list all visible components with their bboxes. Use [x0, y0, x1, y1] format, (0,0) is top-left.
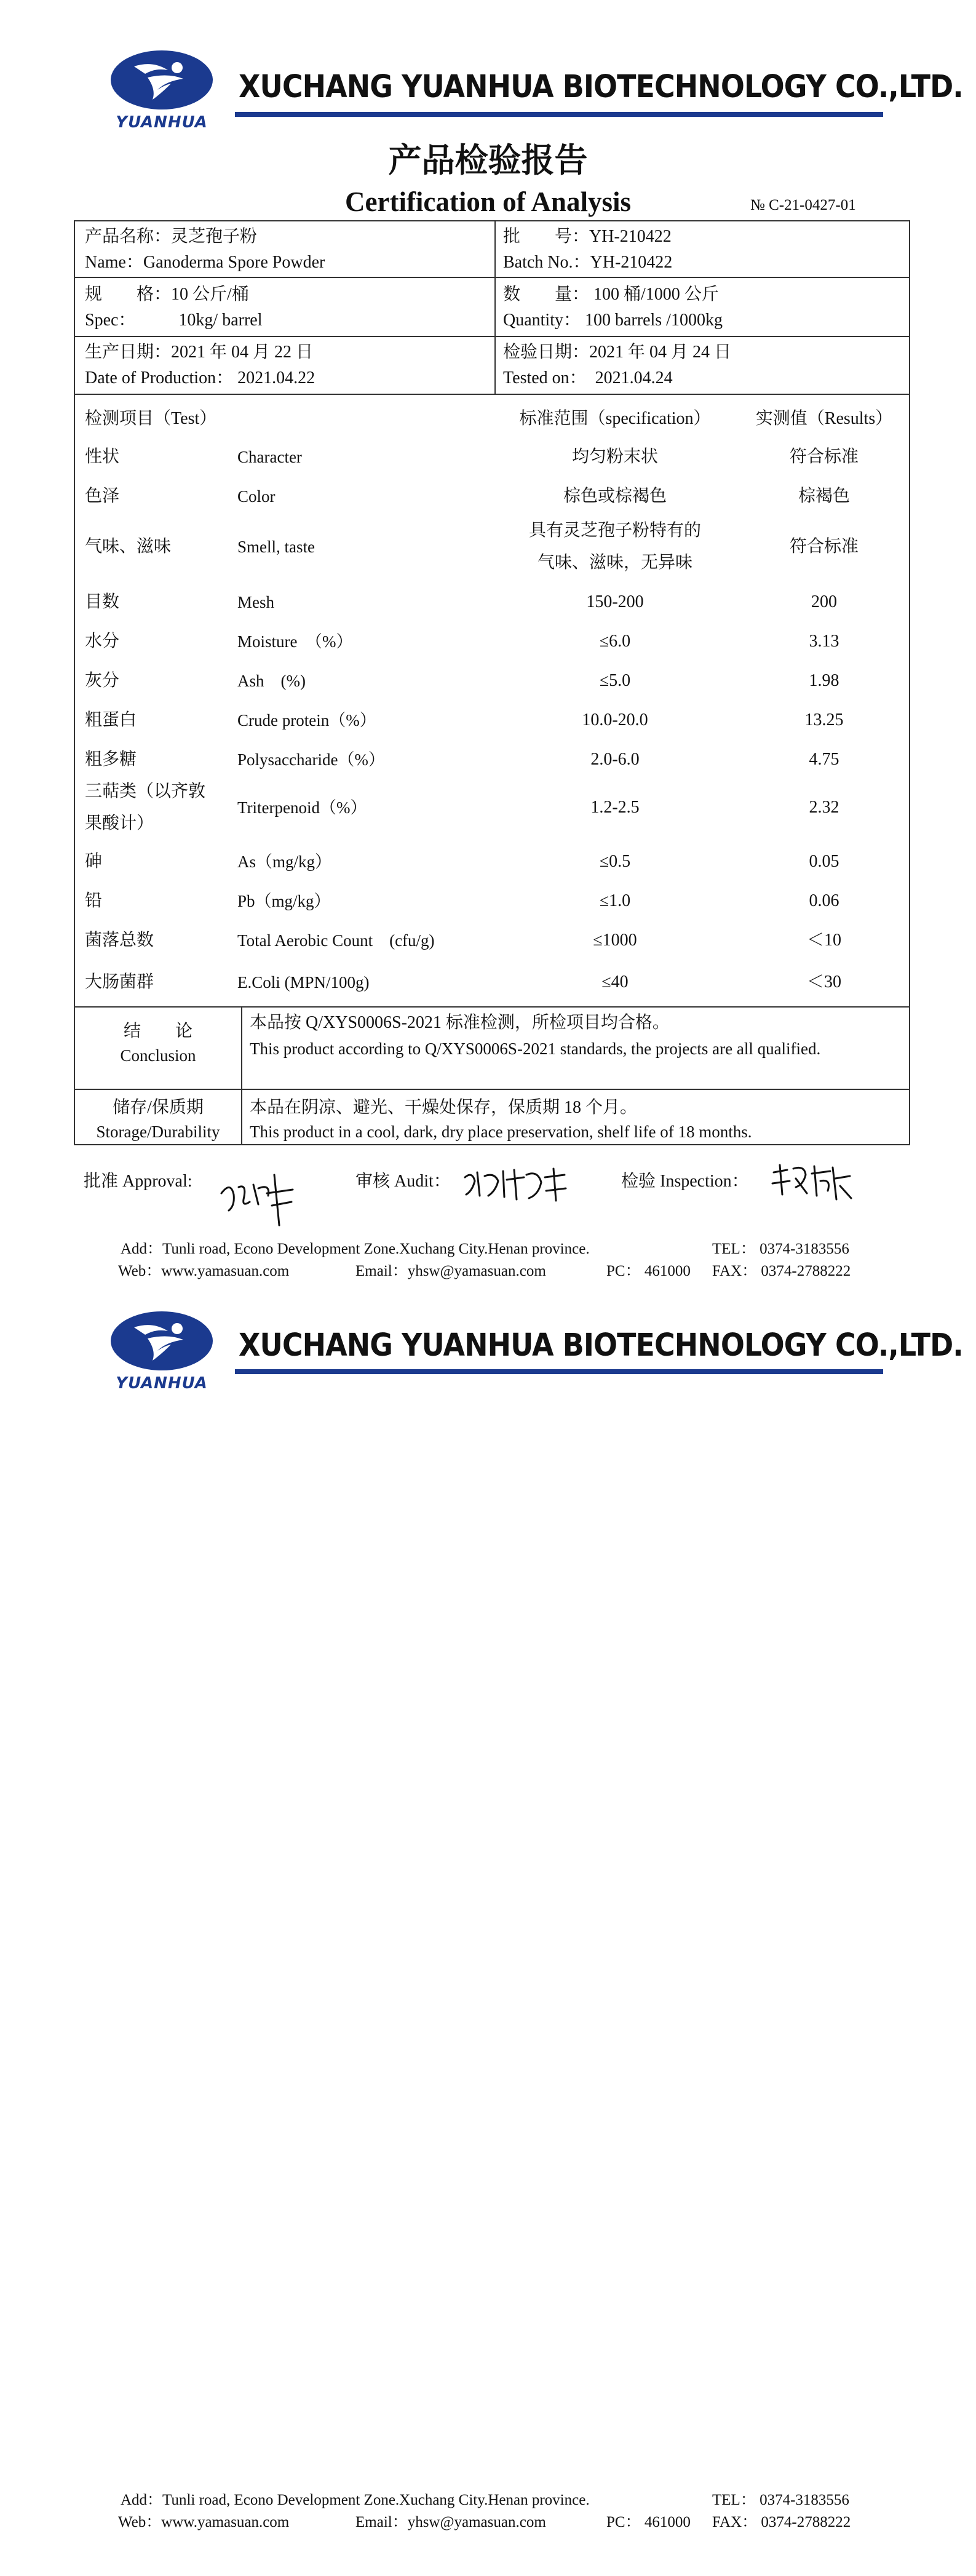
- row-spec: 150-200: [586, 592, 644, 611]
- product-name-en: Name：Ganoderma Spore Powder: [85, 253, 325, 272]
- row-test-en: E.Coli (MPN/100g): [237, 973, 370, 992]
- row-test-cn: 水分: [85, 632, 120, 651]
- row-test-cn: 菌落总数: [85, 931, 154, 950]
- table-border-bottom: [74, 1144, 910, 1145]
- header-spec: 标准范围（specification）: [519, 409, 711, 428]
- divider: [494, 220, 496, 395]
- row-test-en: Polysaccharide（%）: [237, 750, 385, 769]
- row-test-en: Pb（mg/kg）: [237, 892, 331, 910]
- quantity-en: Quantity： 100 barrels /1000kg: [503, 311, 723, 330]
- row-result: 3.13: [809, 632, 839, 651]
- brand-name: YUANHUA: [116, 113, 208, 132]
- row-result: 0.05: [809, 852, 839, 871]
- footer-pc: PC： 461000: [606, 1263, 691, 1279]
- row-spec: 均匀粉末状: [571, 447, 658, 466]
- row-test-cn: 大肠菌群: [85, 972, 154, 992]
- footer-email: Email：yhsw@yamasuan.com: [355, 1263, 546, 1279]
- footer-tel: TEL： 0374-3183556: [712, 2492, 849, 2508]
- row-test-cn: 粗多糖: [85, 750, 137, 769]
- row-test-en: Ash (%): [237, 672, 306, 690]
- row-test-cn: 铅: [85, 891, 103, 910]
- row-spec: 2.0-6.0: [590, 750, 640, 769]
- row-test-cn: 性状: [85, 447, 120, 466]
- yuanhua-logo-icon: [109, 1310, 214, 1372]
- storage-label-en: Storage/Durability: [96, 1123, 220, 1141]
- conclusion-label-en: Conclusion: [120, 1046, 196, 1065]
- header-result: 实测值（Results）: [755, 409, 893, 428]
- batch-en: Batch No.：YH-210422: [503, 253, 673, 272]
- row-spec: ≤0.5: [599, 852, 631, 871]
- footer-address: Add：Tunli road, Econo Development Zone.Xuchang City.Henan province.: [121, 2492, 590, 2508]
- row-test-en: Crude protein（%）: [237, 711, 376, 729]
- document-number: № C-21-0427-01: [750, 197, 856, 213]
- row-spec: ≤5.0: [599, 671, 631, 690]
- conclusion-text-cn: 本品按 Q/XYS0006S-2021 标准检测，所检项目均合格。: [250, 1013, 670, 1032]
- divider: [74, 1006, 910, 1008]
- row-test-en: Triterpenoid（%）: [237, 798, 367, 817]
- row-test-cn: 灰分: [85, 671, 120, 690]
- batch-cn: 批 号：YH-210422: [503, 227, 672, 246]
- row-result: 4.75: [809, 750, 839, 769]
- title-cn: 产品检验报告: [388, 140, 588, 180]
- row-test-cn: 三萜类（以齐敦: [85, 782, 206, 801]
- row-spec-line2: 气味、滋味，无异味: [537, 553, 692, 572]
- row-test-en: Smell, taste: [237, 538, 315, 556]
- row-spec: 棕色或棕褐色: [563, 487, 667, 506]
- row-result: 符合标准: [789, 537, 859, 556]
- brand-name: YUANHUA: [116, 1374, 208, 1393]
- row-spec: 10.0-20.0: [582, 710, 648, 729]
- row-test-cn: 砷: [85, 852, 103, 871]
- row-result: 200: [811, 592, 837, 611]
- row-result: 符合标准: [789, 447, 859, 466]
- header-test: 检测项目（Test）: [85, 409, 217, 428]
- divider: [74, 336, 910, 337]
- divider: [74, 394, 910, 395]
- storage-label-cn: 储存/保质期: [113, 1098, 204, 1117]
- quantity-cn: 数 量： 100 桶/1000 公斤: [503, 285, 719, 304]
- inspection-label: 检验 Inspection：: [621, 1172, 749, 1191]
- row-test-cn: 目数: [85, 592, 120, 611]
- row-result: 1.98: [809, 671, 839, 690]
- row-test-en: Total Aerobic Count (cfu/g): [237, 931, 435, 950]
- row-result: ＜10: [806, 931, 841, 950]
- row-spec: ≤6.0: [599, 632, 631, 651]
- company-rule-2: [235, 1369, 883, 1374]
- inspection-signature: [769, 1156, 855, 1206]
- test-date-en: Tested on： 2021.04.24: [503, 368, 673, 388]
- row-test-en: Character: [237, 448, 302, 466]
- footer-tel: TEL： 0374-3183556: [712, 1241, 849, 1257]
- conclusion-label-cn: 结 论: [123, 1022, 192, 1041]
- audit-label: 审核 Audit：: [355, 1172, 451, 1191]
- footer-address: Add：Tunli road, Econo Development Zone.Xuchang City.Henan province.: [121, 1241, 590, 1257]
- row-result: ＜30: [806, 972, 841, 992]
- footer-email: Email：yhsw@yamasuan.com: [355, 2514, 546, 2530]
- audit-signature: [460, 1159, 571, 1208]
- table-border-top: [74, 220, 910, 221]
- spec-cn: 规 格：10 公斤/桶: [85, 285, 249, 304]
- row-test-en: Color: [237, 487, 276, 506]
- conclusion-text-en: This product according to Q/XYS0006S-2021 standards, the projects are all qualified.: [250, 1040, 821, 1058]
- row-test-en: As（mg/kg）: [237, 853, 332, 871]
- row-test-en: Moisture （%）: [237, 632, 353, 651]
- production-date-en: Date of Production： 2021.04.22: [85, 368, 315, 388]
- company-rule: [235, 112, 883, 117]
- row-result: 2.32: [809, 798, 839, 817]
- spec-en: Spec： 10kg/ barrel: [85, 311, 263, 330]
- company-name-2: XUCHANG YUANHUA BIOTECHNOLOGY CO.,LTD.: [239, 1327, 963, 1364]
- test-date-cn: 检验日期：2021 年 04 月 24 日: [503, 343, 732, 362]
- row-spec: 具有灵芝孢子粉特有的: [528, 521, 701, 540]
- footer-web: Web：www.yamasuan.com: [118, 1263, 290, 1279]
- row-test-cn: 色泽: [85, 487, 120, 506]
- product-name-cn: 产品名称：灵芝孢子粉: [85, 227, 258, 246]
- row-spec: ≤1.0: [599, 891, 631, 910]
- company-name: XUCHANG YUANHUA BIOTECHNOLOGY CO.,LTD.: [239, 69, 963, 105]
- row-test-en: Mesh: [237, 593, 274, 611]
- storage-text-cn: 本品在阴凉、避光、干燥处保存，保质期 18 个月。: [250, 1098, 638, 1117]
- footer-fax: FAX： 0374-2788222: [712, 2514, 851, 2530]
- footer-fax: FAX： 0374-2788222: [712, 1263, 851, 1279]
- row-spec: ≤1000: [593, 931, 637, 950]
- row-test-cn: 气味、滋味: [85, 537, 172, 556]
- row-test-cn-line2: 果酸计）: [85, 814, 154, 833]
- footer-pc: PC： 461000: [606, 2514, 691, 2530]
- row-result: 棕褐色: [798, 487, 850, 506]
- row-test-cn: 粗蛋白: [85, 710, 137, 729]
- production-date-cn: 生产日期：2021 年 04 月 22 日: [85, 343, 314, 362]
- row-result: 13.25: [804, 710, 844, 729]
- title-en: Certification of Analysis: [345, 186, 631, 217]
- storage-text-en: This product in a cool, dark, dry place preservation, shelf life of 18 months.: [250, 1123, 752, 1141]
- footer-web: Web：www.yamasuan.com: [118, 2514, 290, 2530]
- divider: [241, 1006, 242, 1145]
- divider: [74, 1089, 910, 1090]
- divider: [74, 277, 910, 278]
- row-result: 0.06: [809, 891, 839, 910]
- yuanhua-logo-icon: [109, 49, 214, 111]
- approval-label: 批准 Approval:: [84, 1172, 192, 1191]
- row-spec: ≤40: [601, 972, 629, 992]
- row-spec: 1.2-2.5: [590, 798, 640, 817]
- approval-signature: [215, 1156, 307, 1230]
